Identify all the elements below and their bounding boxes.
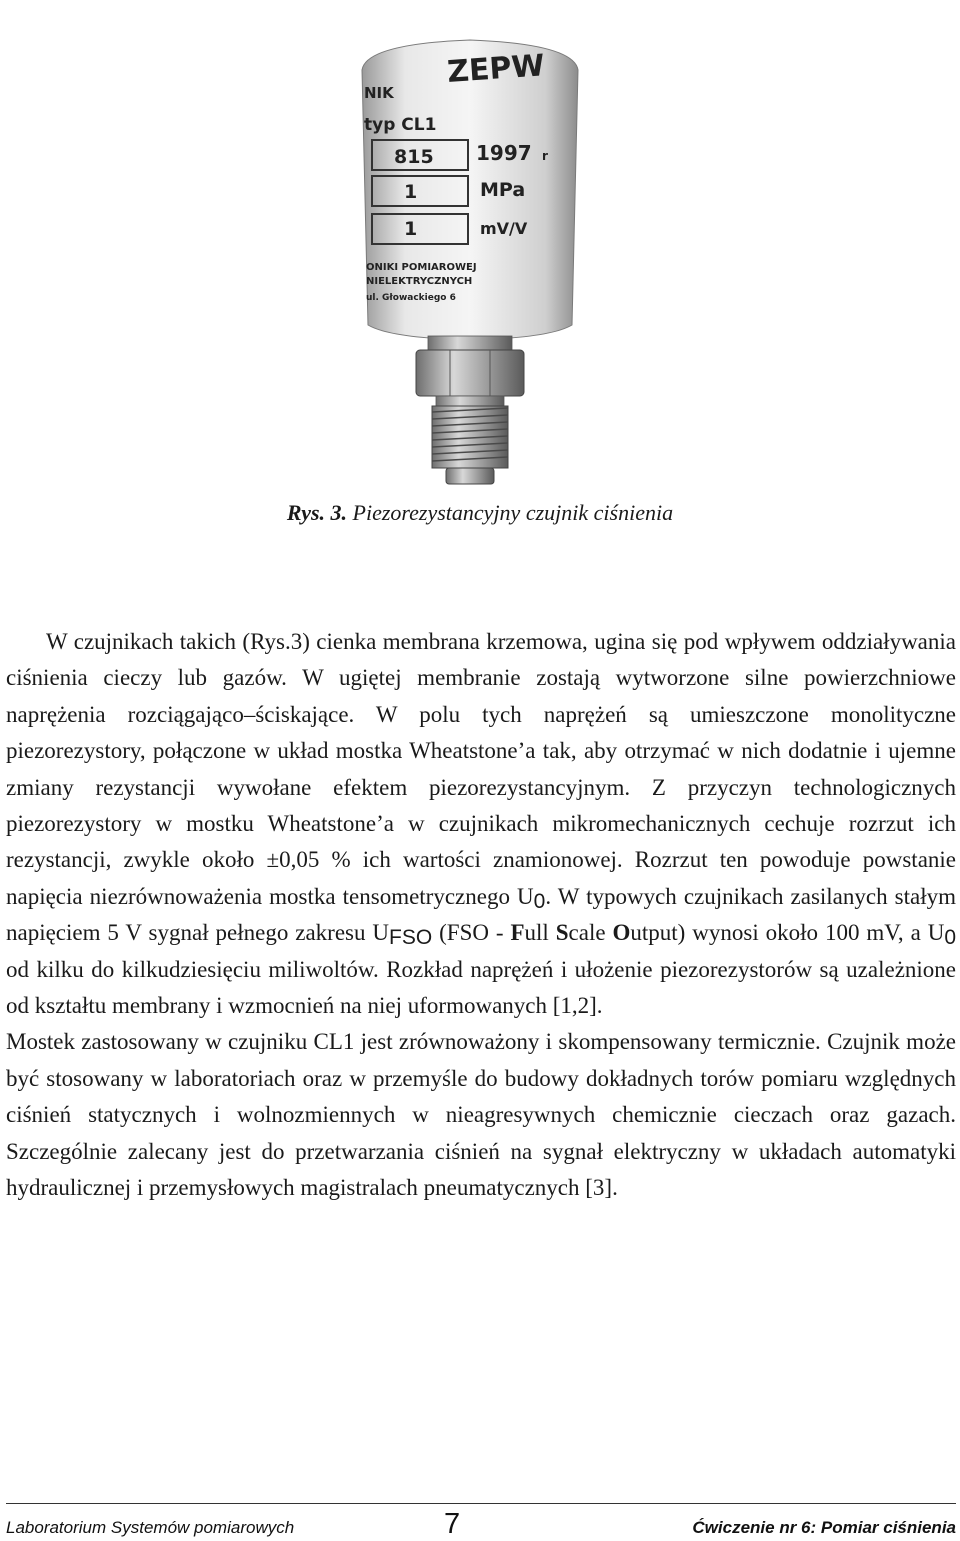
svg-text:mV/V: mV/V <box>480 219 528 238</box>
figure-label: Rys. 3. <box>286 500 348 525</box>
footer-course: Laboratorium Systemów pomiarowych <box>6 1518 295 1537</box>
body-text <box>6 624 956 1207</box>
svg-text:r: r <box>542 149 548 163</box>
page-number: 7 <box>444 1508 461 1540</box>
svg-text:NIK: NIK <box>364 84 394 102</box>
figure-caption <box>0 500 960 526</box>
brand-text: ZEPW <box>446 48 546 90</box>
svg-text:ONIKI POMIAROWEJ: ONIKI POMIAROWEJ <box>366 262 477 273</box>
svg-text:NIELEKTRYCZNYCH: NIELEKTRYCZNYCH <box>366 276 473 287</box>
svg-text:1: 1 <box>404 181 418 203</box>
svg-text:815: 815 <box>394 146 434 168</box>
footer-divider <box>6 1503 956 1504</box>
paragraph: Mostek zastosowany w czujniku CL1 jest zrównoważony i skompensowany termicznie. Czujnik może być stosowany w laboratoriach oraz w przemyśle do budowy dokładnych torów pomiaru względnych ciśnień statycznych i wolnozmiennych w nieagresywnych chemicznie cieczach oraz gazach. Szczególnie zalecany jest do przetwarzania ciśnień na sygnał elektryczny w układach automatyki hydraulicznej i przemysłowych magistralach pneumatycznych [3]. <box>6 1029 956 1201</box>
page-footer <box>6 1510 956 1540</box>
svg-text:ul. Głowackiego 6: ul. Głowackiego 6 <box>366 293 456 303</box>
pressure-sensor-photo <box>350 30 590 490</box>
figure-caption-text: Piezorezystancyjny czujnik ciśnienia <box>352 500 674 525</box>
footer-exercise: Ćwiczenie nr 6: Pomiar ciśnienia <box>692 1518 956 1537</box>
svg-text:MPa: MPa <box>480 179 526 201</box>
paragraph: W czujnikach takich (Rys.3) cienka membrana krzemowa, ugina się pod wpływem oddziaływania ciśnienia cieczy lub gazów. W ugiętej membranie zostają wytworzone silne powierzchniowe naprężenia rozciągająco–ściskające. W polu tych naprężeń są umieszczone monolityczne piezorezystory, połączone w układ mostka Wheatstone’a tak, aby otrzymać w nich dodatnie i ujemne zmiany rezystancji wywołane efektem piezorezystancyjnym. Z przyczyn technologicznych piezorezystory w mostku Wheatstone’a w czujnikach mikromechanicznych cechuje rozrzut ich rezystancji, zwykle około ±0,05 % ich wartości znamionowej. Rozrzut ten powoduje powstanie napięcia niezrównoważenia mostka tensometrycznego $U_0$. W typowych czujnikach zasilanych stałym napięciem 5 V sygnał pełnego zakresu $U_{FSO}$ (FSO - Full Scale Output) wynosi około 100 mV, a $U_0$ od kilku do kilkudziesięciu miliwoltów. Rozkład naprężeń i ułożenie piezorezystorów są uzależnione od kształtu membrany i wzmocnień na niej uformowanych [1,2]. <box>6 629 956 1019</box>
svg-text:1997: 1997 <box>476 141 532 165</box>
svg-text:typ CL1: typ CL1 <box>364 115 437 135</box>
svg-text:1: 1 <box>404 218 418 240</box>
